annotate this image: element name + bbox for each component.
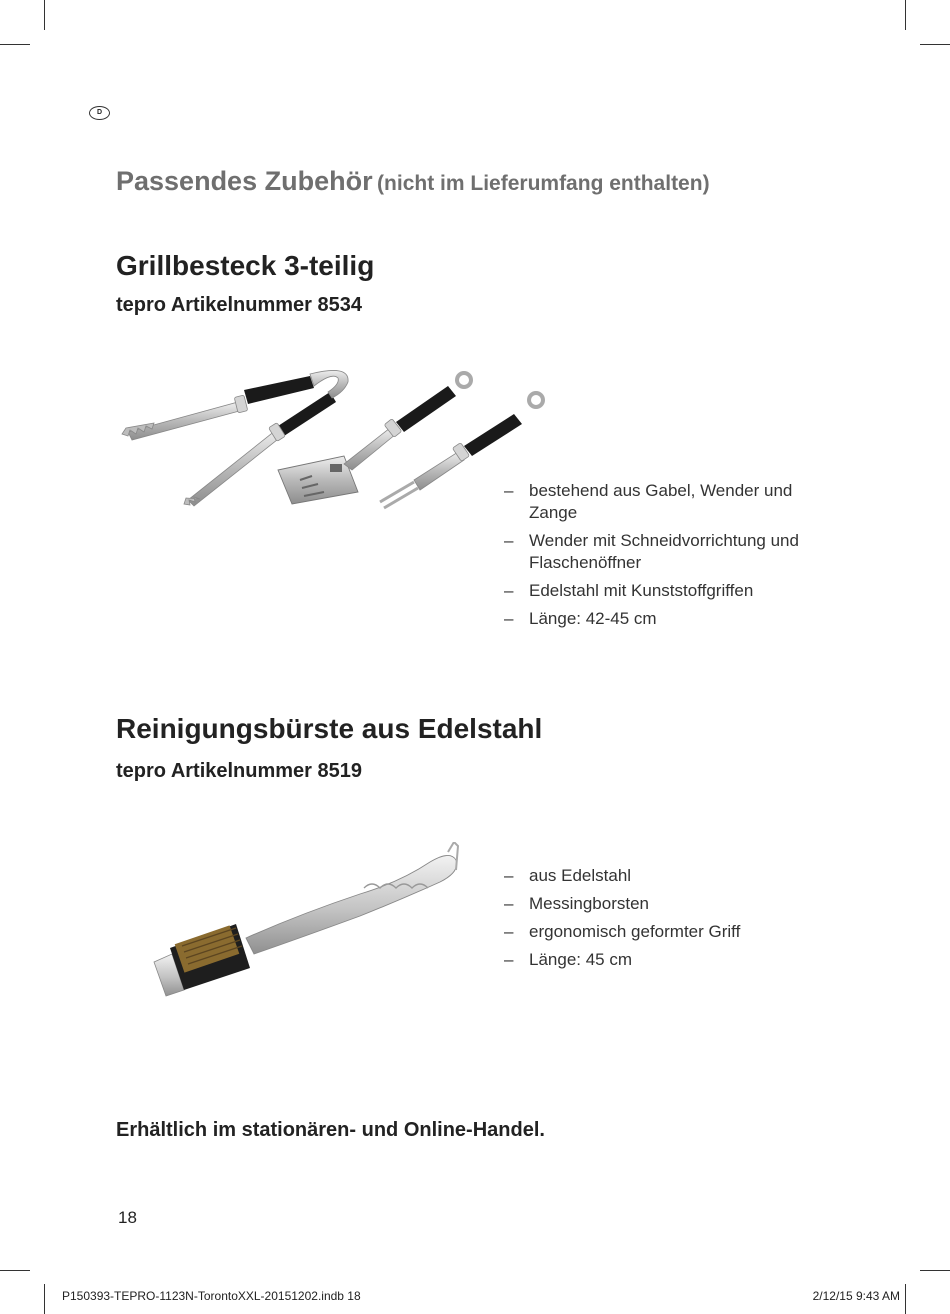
print-slug-file: P150393-TEPRO-1123N-TorontoXXL-20151202.indb 18 <box>62 1289 361 1303</box>
feature-list-brush <box>504 865 834 977</box>
article-number-brush: tepro Artikelnummer 8519 <box>116 760 363 782</box>
bbq-tool-set-icon <box>118 352 558 517</box>
crop-mark <box>44 1284 45 1314</box>
list-item: – Länge: 45 cm <box>504 949 834 971</box>
list-item: – ergonomisch geformter Griff <box>504 921 834 943</box>
product-title-brush: Reinigungsbürste aus Edelstahl <box>116 713 543 744</box>
crop-mark <box>920 1270 950 1271</box>
print-slug-date: 2/12/15 9:43 AM <box>812 1289 900 1303</box>
list-item: – Messingborsten <box>504 893 834 915</box>
crop-mark <box>905 1284 906 1314</box>
crop-mark <box>44 0 45 30</box>
page-heading <box>116 166 710 197</box>
article-number-grill-tools: tepro Artikelnummer 8534 <box>116 294 363 316</box>
heading-note: (nicht im Lieferumfang enthalten) <box>377 172 710 195</box>
list-item: – Edelstahl mit Kunststoffgriffen <box>504 580 834 602</box>
feature-list-grill-tools <box>504 480 834 636</box>
list-item: – aus Edelstahl <box>504 865 834 887</box>
product-title-grill-tools: Grillbesteck 3-teilig <box>116 250 375 281</box>
list-item: – bestehend aus Gabel, Wender und Zange <box>504 480 834 524</box>
heading-title: Passendes Zubehör <box>116 166 373 196</box>
grill-brush-icon <box>150 842 470 1002</box>
language-badge: D <box>89 106 110 120</box>
page-number: 18 <box>118 1208 137 1227</box>
crop-mark <box>920 44 950 45</box>
spatula-icon <box>278 373 471 504</box>
availability-note: Erhältlich im stationären- und Online-Handel. <box>116 1119 545 1141</box>
list-item: – Länge: 42-45 cm <box>504 608 834 630</box>
list-item: – Wender mit Schneidvorrichtung und Flaschenöffner <box>504 530 834 574</box>
crop-mark <box>905 0 906 30</box>
crop-mark <box>0 1270 30 1271</box>
crop-mark <box>0 44 30 45</box>
